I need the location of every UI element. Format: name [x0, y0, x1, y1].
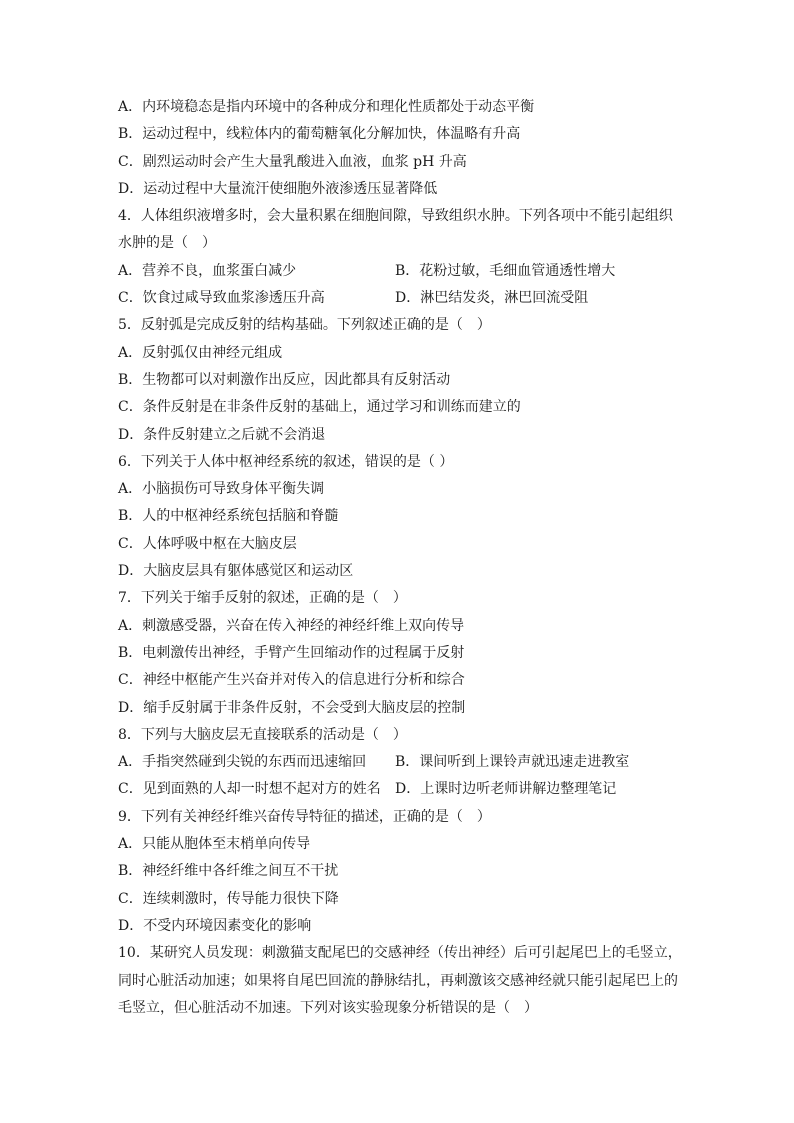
q10-stem-line1: 10．某研究人员发现：刺激猫支配尾巴的交感神经（传出神经）后可引起尾巴上的毛竖立， [118, 945, 682, 962]
q10-stem-line3: 毛竖立，但心脏活动不加速。下列对该实验现象分析错误的是（ ） [118, 999, 538, 1016]
q8-options-row2 [118, 776, 688, 803]
q9-option-a: A．只能从胞体至末梢单向传导 [118, 836, 311, 853]
q6-option-d: D．大脑皮层具有躯体感觉区和运动区 [118, 563, 354, 580]
q7-option-b: B．电刺激传出神经，手臂产生回缩动作的过程属于反射 [118, 644, 465, 661]
q7-option-a: A．刺激感受器，兴奋在传入神经的神经纤维上双向传导 [118, 617, 465, 634]
q4-stem-line2: 水肿的是（ ） [118, 235, 216, 252]
q7-option-c: C．神经中枢能产生兴奋并对传入的信息进行分析和综合 [118, 672, 465, 689]
q3-option-c: C．剧烈运动时会产生大量乳酸进入血液，血浆 pH 升高 [118, 153, 467, 170]
q4-option-c: C．饮食过咸导致血浆渗透压升高 [118, 290, 325, 307]
q5-option-d: D．条件反射建立之后就不会消退 [118, 426, 326, 443]
q4-stem-line1: 4．人体组织液增多时，会大量积累在细胞间隙，导致组织水肿。下列各项中不能引起组织 [118, 208, 673, 225]
q5-option-b: B．生物都可以对刺激作出反应，因此都具有反射活动 [118, 371, 451, 388]
q9-option-d: D．不受内环境因素变化的影响 [118, 917, 312, 934]
q8-option-b: B．课间听到上课铃声就迅速走进教室 [395, 754, 630, 771]
q5-option-c: C．条件反射是在非条件反射的基础上，通过学习和训练而建立的 [118, 399, 521, 416]
q6-option-a: A．小脑损伤可导致身体平衡失调 [118, 481, 325, 498]
q6-stem: 6．下列关于人体中枢神经系统的叙述，错误的是（ ） [118, 453, 454, 470]
q6-option-c: C．人体呼吸中枢在大脑皮层 [118, 535, 297, 552]
q5-stem: 5．反射弧是完成反射的结构基础。下列叙述正确的是（ ） [118, 317, 491, 334]
q4-options-row1 [118, 258, 688, 285]
q7-stem: 7．下列关于缩手反射的叙述，正确的是（ ） [118, 590, 407, 607]
q5-option-a: A．反射弧仅由神经元组成 [118, 344, 283, 361]
q8-stem: 8．下列与大脑皮层无直接联系的活动是（ ） [118, 726, 407, 743]
q3-option-b: B．运动过程中，线粒体内的葡萄糖氧化分解加快，体温略有升高 [118, 126, 521, 143]
q9-option-b: B．神经纤维中各纤维之间互不干扰 [118, 863, 339, 880]
q9-option-c: C．连续刺激时，传导能力很快下降 [118, 890, 339, 907]
q9-stem: 9．下列有关神经纤维兴奋传导特征的描述，正确的是（ ） [118, 808, 491, 825]
q4-option-d: D．淋巴结发炎，淋巴回流受阻 [395, 290, 589, 307]
q3-option-a: A．内环境稳态是指内环境中的各种成分和理化性质都处于动态平衡 [118, 99, 535, 115]
q8-option-c: C．见到面熟的人却一时想不起对方的姓名 [118, 781, 381, 798]
q3-option-d: D．运动过程中大量流汗使细胞外液渗透压显著降低 [118, 180, 438, 197]
q4-option-a: A．营养不良，血浆蛋白减少 [118, 262, 297, 279]
q8-options-row1 [118, 749, 688, 776]
q4-option-b: B．花粉过敏，毛细血管通透性增大 [395, 262, 616, 279]
question-content [118, 94, 688, 1022]
q8-option-a: A．手指突然碰到尖锐的东西而迅速缩回 [118, 754, 367, 771]
q8-option-d: D．上课时边听老师讲解边整理笔记 [395, 781, 617, 798]
q10-stem-line2: 同时心脏活动加速；如果将自尾巴回流的静脉结扎，再刺激该交感神经就只能引起尾巴上的 [118, 972, 678, 989]
q6-option-b: B．人的中枢神经系统包括脑和脊髓 [118, 508, 339, 525]
q4-options-row2 [118, 285, 688, 312]
q7-option-d: D．缩手反射属于非条件反射，不会受到大脑皮层的控制 [118, 699, 466, 716]
